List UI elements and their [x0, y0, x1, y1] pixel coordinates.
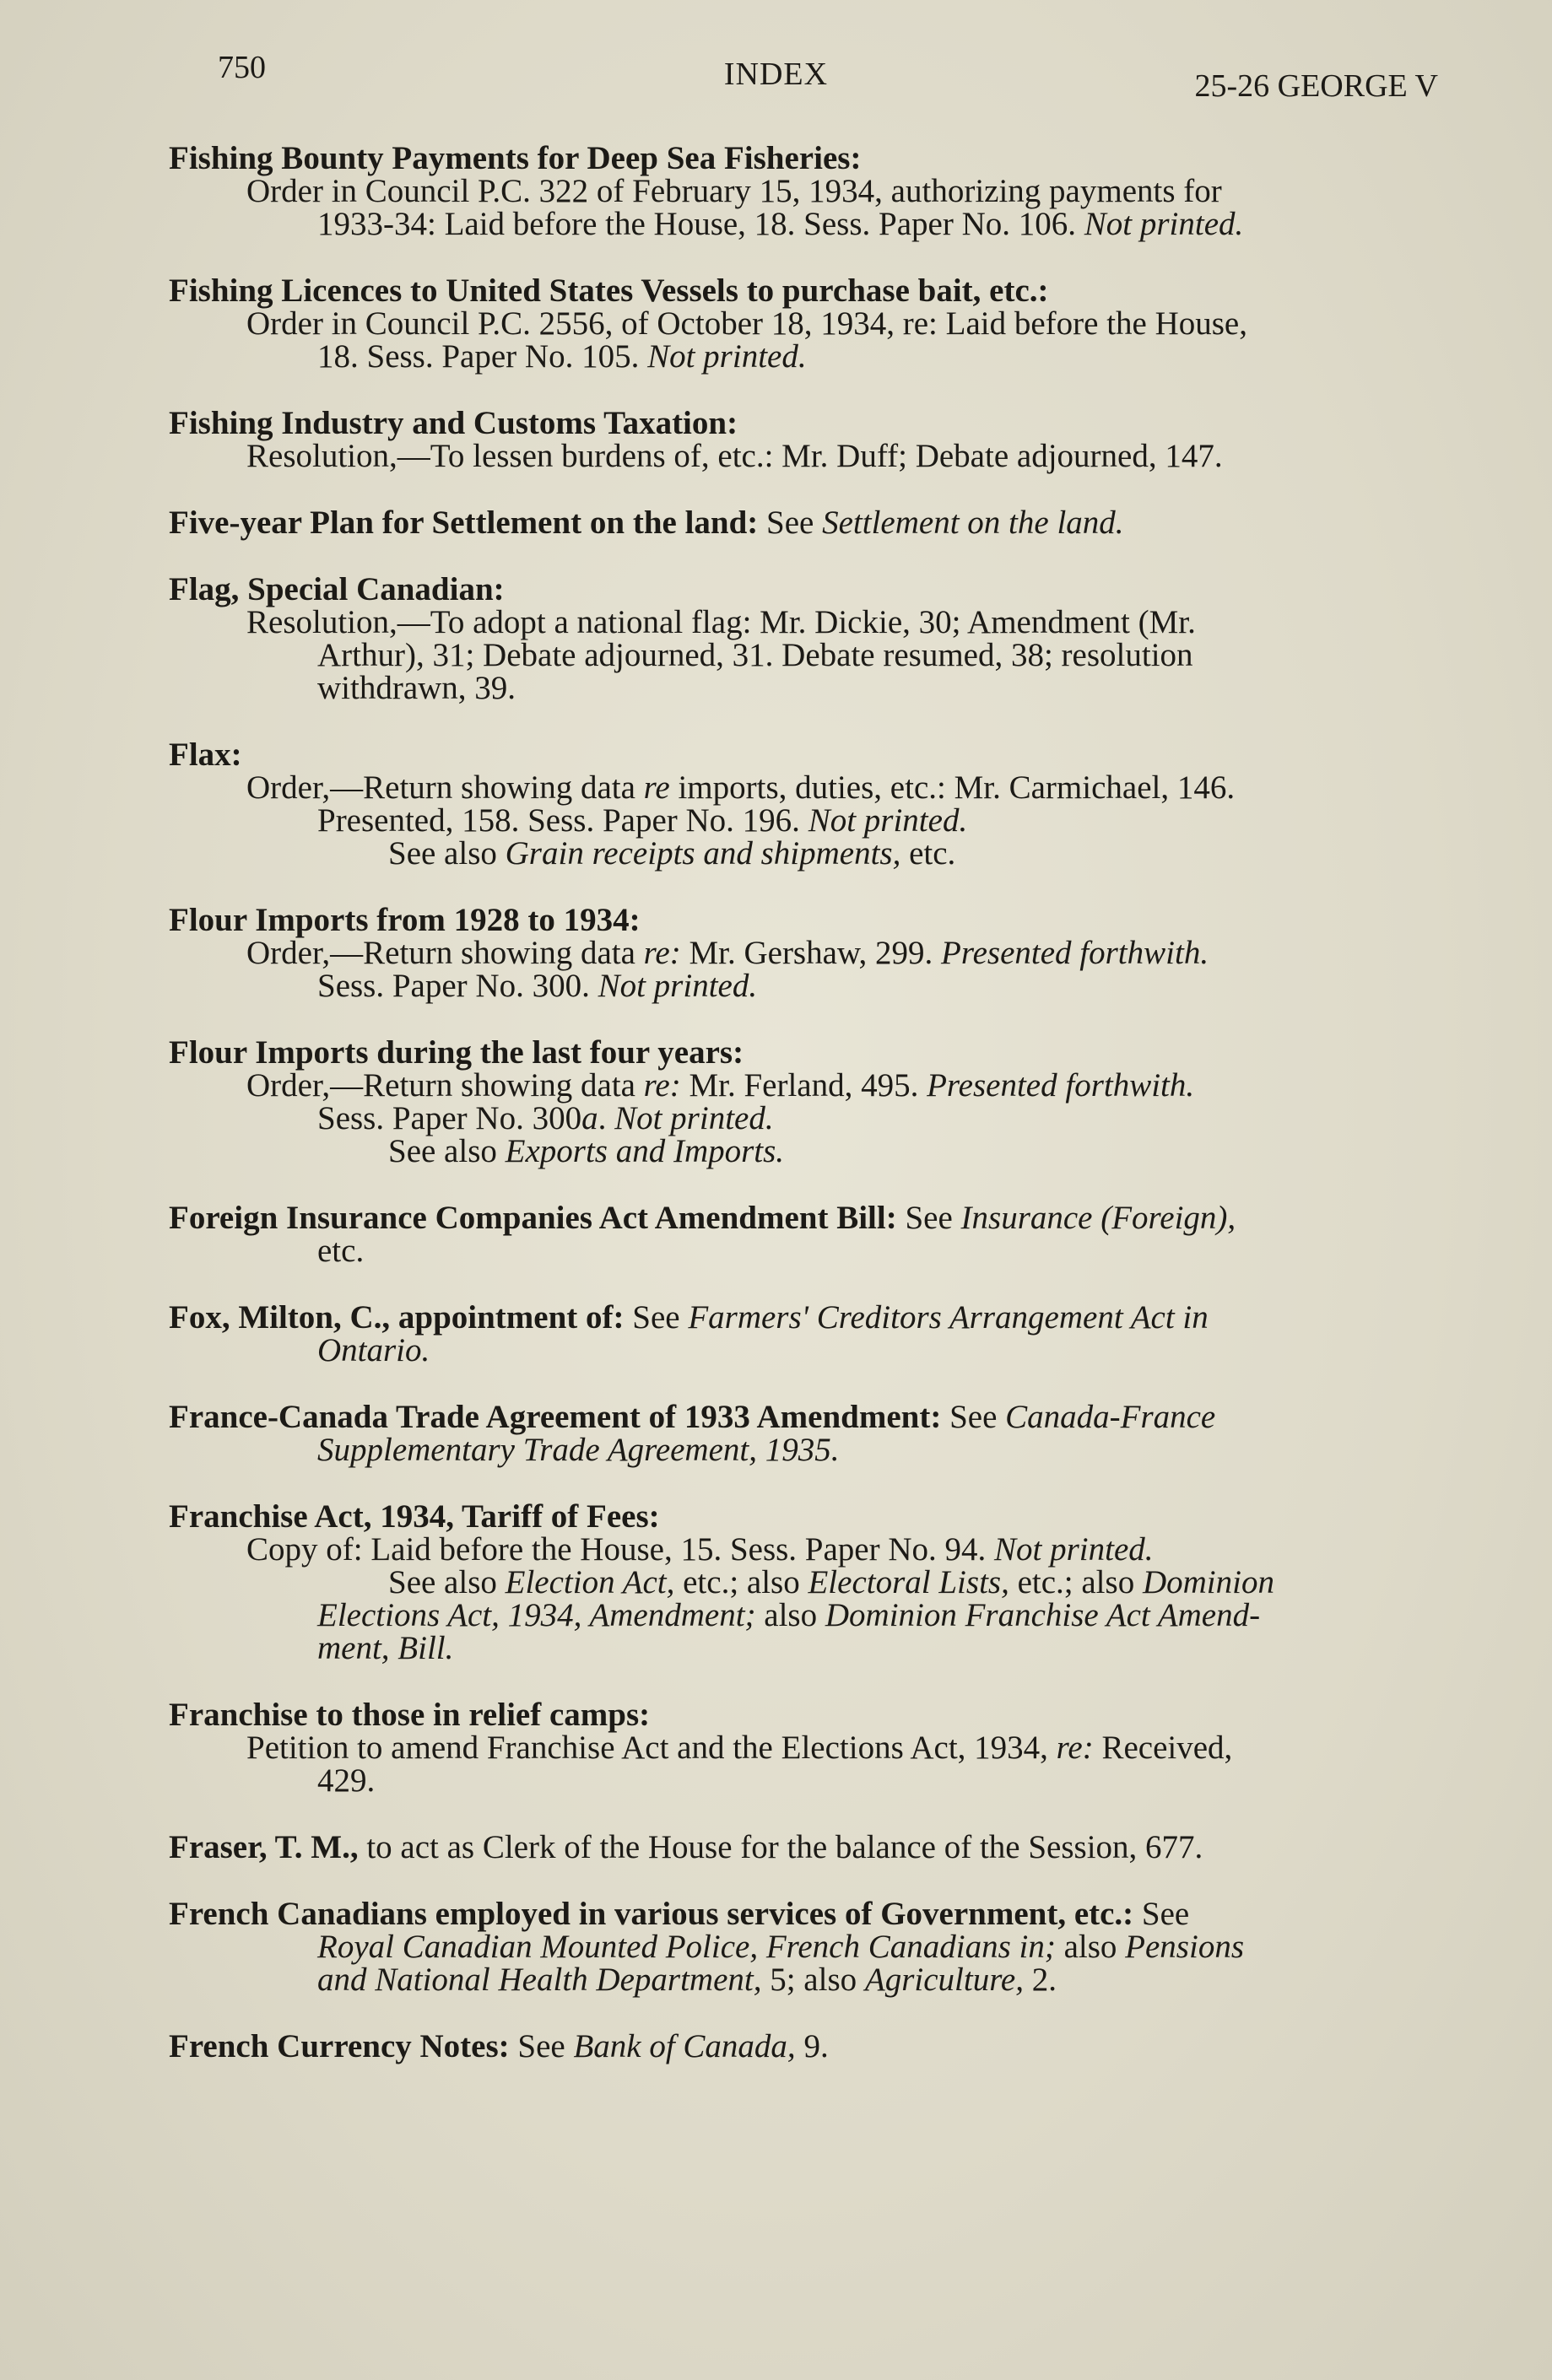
see-text: also — [764, 1597, 818, 1633]
see-text: See — [905, 1200, 953, 1236]
index-entry-france-canada — [169, 1400, 1435, 1466]
see-reference: Settlement on the land. — [822, 505, 1124, 541]
see-text: 5; also — [770, 1962, 857, 1998]
entry-note: Presented forthwith. — [941, 935, 1209, 971]
entry-note: re — [643, 769, 670, 806]
entry-text: Sess. Paper No. 300. — [317, 968, 590, 1004]
entry-note: a — [581, 1100, 598, 1136]
see-reference: Canada-France — [1005, 1399, 1216, 1435]
index-entry-five-year-plan — [169, 506, 1435, 539]
entry-note: Not printed. — [808, 802, 968, 839]
see-reference: Farmers' Creditors Arrangement Act in — [688, 1299, 1209, 1336]
entry-heading: Fox, Milton, C., appointment of: — [169, 1299, 625, 1336]
see-reference: Grain receipts and shipments, — [505, 835, 901, 872]
entry-note: Presented forthwith. — [927, 1067, 1195, 1104]
page-number: 750 — [218, 50, 266, 85]
page-title: INDEX — [723, 57, 829, 92]
index-entries — [169, 142, 1435, 2097]
see-reference: Royal Canadian Mounted Police, French Canadians in; — [317, 1929, 1056, 1965]
entry-text: 2. — [1031, 1962, 1057, 1998]
entry-note: Not printed. — [598, 968, 758, 1004]
entry-heading: Fishing Bounty Payments for Deep Sea Fisheries: — [169, 140, 862, 176]
page-header — [0, 49, 1552, 108]
entry-text: Mr. Ferland, 495. — [689, 1067, 919, 1104]
entry-text: Presented, 158. Sess. Paper No. 196. — [317, 802, 800, 839]
see-text: See also — [388, 1133, 497, 1169]
see-reference: Dominion — [1142, 1564, 1274, 1600]
entry-heading: Flour Imports during the last four years: — [169, 1034, 744, 1071]
entry-note: re: — [643, 1067, 681, 1104]
see-text: See also — [388, 835, 497, 872]
see-reference: Election Act, — [505, 1564, 675, 1600]
entry-text: etc. — [317, 1233, 365, 1269]
entry-heading: Fraser, T. M., — [169, 1829, 359, 1865]
entry-heading: Franchise to those in relief camps: — [169, 1697, 651, 1733]
see-reference: and National Health Department, — [317, 1962, 762, 1998]
entry-text: Order,—Return showing data — [246, 1067, 635, 1104]
entry-text: etc. — [909, 835, 956, 872]
index-entry-fishing-bounty — [169, 142, 1435, 240]
entry-note: Not printed. — [614, 1100, 774, 1136]
entry-note: re: — [1056, 1730, 1094, 1766]
see-text: etc.; also — [1017, 1564, 1135, 1600]
see-text: See — [517, 2028, 565, 2064]
entry-text: Order in Council P.C. 322 of February 15, 1934, authorizing payments for — [246, 173, 1222, 209]
entry-text: imports, duties, etc.: Mr. Carmichael, 146. — [678, 769, 1236, 806]
index-entry-fishing-licences — [169, 274, 1435, 373]
see-reference: Insurance (Foreign), — [960, 1200, 1236, 1236]
entry-heading: French Currency Notes: — [169, 2028, 510, 2064]
entry-text: 9. — [803, 2028, 829, 2064]
see-reference: ment, Bill. — [317, 1630, 454, 1666]
entry-heading: Flag, Special Canadian: — [169, 571, 505, 607]
index-entry-foreign-insurance — [169, 1201, 1435, 1267]
see-reference: Ontario. — [317, 1332, 430, 1368]
see-reference: Exports and Imports. — [505, 1133, 785, 1169]
see-reference: Dominion Franchise Act Amend- — [825, 1597, 1261, 1633]
entry-text: Order,—Return showing data — [246, 769, 635, 806]
entry-text: Sess. Paper No. 300 — [317, 1100, 582, 1136]
entry-text: Order,—Return showing data — [246, 935, 635, 971]
entry-heading: Flour Imports from 1928 to 1934: — [169, 902, 641, 938]
entry-note: re: — [643, 935, 681, 971]
entry-heading: Foreign Insurance Companies Act Amendment Bill: — [169, 1200, 897, 1236]
see-text: See also — [388, 1564, 497, 1600]
index-entry-flour-imports-1928 — [169, 904, 1435, 1002]
index-entry-french-canadians — [169, 1897, 1435, 1996]
entry-text: Order in Council P.C. 2556, of October 18, 1934, re: Laid before the House, — [246, 305, 1247, 342]
see-reference: Electoral Lists, — [808, 1564, 1009, 1600]
see-text: See — [632, 1299, 680, 1336]
index-entry-franchise-act-fees — [169, 1500, 1435, 1665]
entry-note: Not printed. — [994, 1531, 1154, 1568]
see-reference: Agriculture, — [864, 1962, 1024, 1998]
index-entry-flag — [169, 573, 1435, 704]
entry-text: Copy of: Laid before the House, 15. Sess. Paper No. 94. — [246, 1531, 987, 1568]
entry-text: 18. Sess. Paper No. 105. — [317, 338, 640, 375]
entry-heading: Fishing Licences to United States Vessels to purchase bait, etc.: — [169, 273, 1049, 309]
entry-text: to act as Clerk of the House for the balance of the Session, 677. — [366, 1829, 1203, 1865]
index-entry-fishing-industry — [169, 407, 1435, 472]
index-entry-fraser — [169, 1831, 1435, 1864]
entry-text: withdrawn, 39. — [317, 670, 516, 706]
entry-heading: France-Canada Trade Agreement of 1933 Amendment: — [169, 1399, 942, 1435]
entry-heading: Flax: — [169, 737, 242, 773]
index-entry-franchise-relief-camps — [169, 1698, 1435, 1797]
entry-heading: Five-year Plan for Settlement on the land: — [169, 505, 759, 541]
entry-heading: French Canadians employed in various services of Government, etc.: — [169, 1896, 1134, 1932]
see-text: See — [1141, 1896, 1190, 1932]
index-entry-flax — [169, 738, 1435, 870]
index-entry-flour-imports-four-years — [169, 1036, 1435, 1168]
see-reference: Bank of Canada, — [573, 2028, 796, 2064]
see-reference: Elections Act, 1934, Amendment; — [317, 1597, 756, 1633]
see-text: etc.; also — [683, 1564, 800, 1600]
running-head: 25-26 GEORGE V — [1194, 68, 1438, 104]
entry-note: Not printed. — [647, 338, 807, 375]
entry-text: Arthur), 31; Debate adjourned, 31. Debate resumed, 38; resolution — [317, 637, 1193, 673]
entry-text: 1933-34: Laid before the House, 18. Sess. Paper No. 106. — [317, 206, 1076, 242]
see-reference: Pensions — [1125, 1929, 1244, 1965]
see-text: See — [766, 505, 814, 541]
entry-text: Mr. Gershaw, 299. — [689, 935, 933, 971]
entry-heading: Fishing Industry and Customs Taxation: — [169, 405, 738, 441]
entry-text: . — [598, 1100, 607, 1136]
see-reference: Supplementary Trade Agreement, 1935. — [317, 1432, 840, 1468]
entry-text: Received, — [1101, 1730, 1233, 1766]
entry-text: Resolution,—To adopt a national flag: Mr. Dickie, 30; Amendment (Mr. — [246, 604, 1196, 640]
index-entry-fox-milton — [169, 1301, 1435, 1367]
entry-note: Not printed. — [1084, 206, 1244, 242]
entry-heading: Franchise Act, 1934, Tariff of Fees: — [169, 1498, 660, 1535]
entry-text: Petition to amend Franchise Act and the Elections Act, 1934, — [246, 1730, 1048, 1766]
see-text: See — [949, 1399, 998, 1435]
entry-text: 429. — [317, 1762, 376, 1799]
entry-text: Resolution,—To lessen burdens of, etc.: Mr. Duff; Debate adjourned, 147. — [246, 438, 1223, 474]
see-text: also — [1063, 1929, 1117, 1965]
index-entry-french-currency — [169, 2030, 1435, 2063]
